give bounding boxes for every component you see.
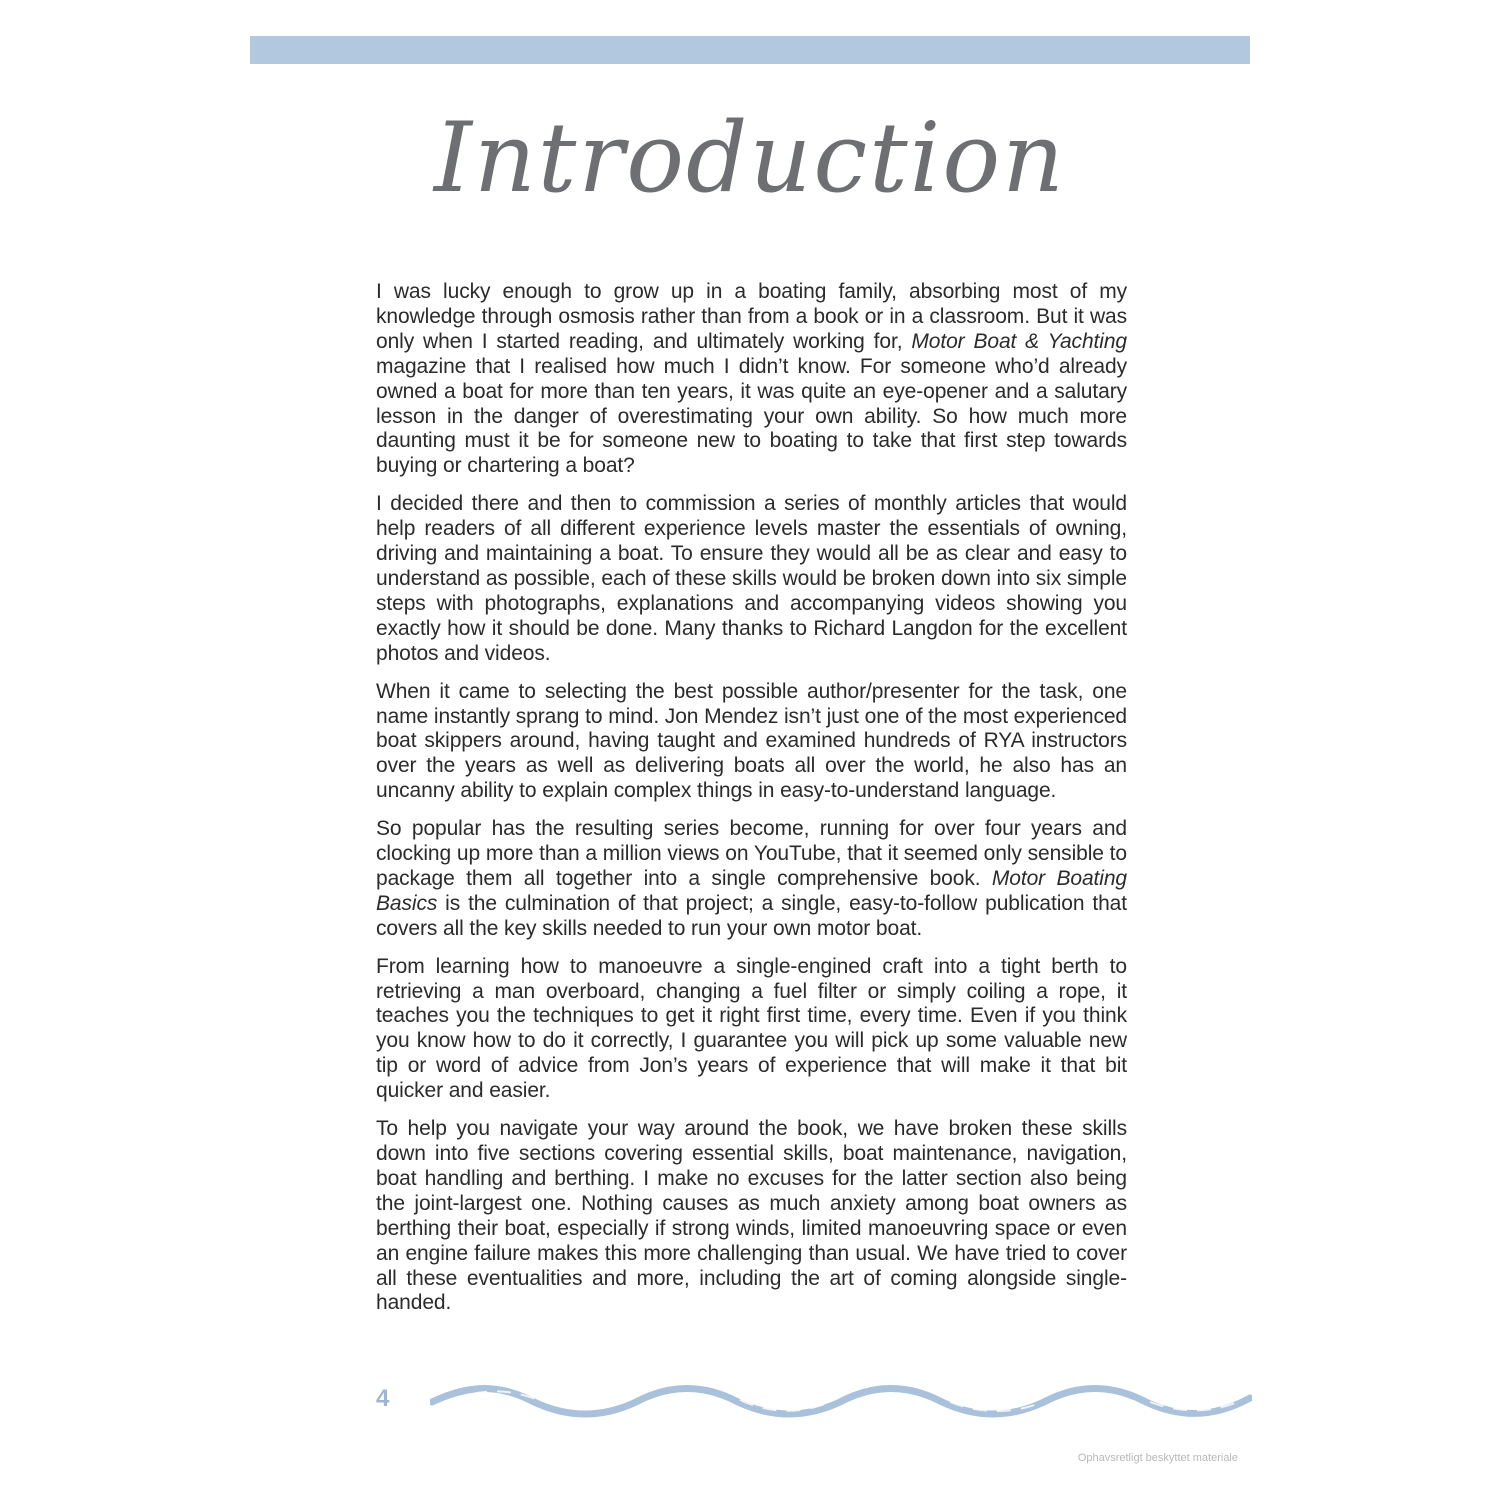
paragraph-1-part-c: magazine that I realised how much I didn’t know. For someone who’d already owned a boat for more than ten years, it was quite an eye-opener and a salutary lesson in the danger of overestimating your own ability. So how much more daunting must it be for someone new to boating to take that first step towards buying or chartering a boat? bbox=[376, 354, 1127, 478]
paragraph-4-part-c: is the culmination of that project; a single, easy-to-follow publication that covers all the key skills needed to run your own motor boat. bbox=[376, 891, 1127, 940]
paragraph-2: I decided there and then to commission a series of monthly articles that would help readers of all different experience levels master the essentials of owning, driving and maintaining a boat. To ensure they would all be as clear and easy to understand as possible, each of these skills would be broken down into six simple steps with photographs, explanations and accompanying videos showing you exactly how it should be done. Many thanks to Richard Langdon for the excellent photos and videos. bbox=[376, 492, 1127, 665]
paragraph-5: From learning how to manoeuvre a single-engined craft into a tight berth to retrieving a man overboard, changing a fuel filter or simply coiling a rope, it teaches you the techniques to get it right first time, every time. Even if you think you know how to do it correctly, I guarantee you will pick up some valuable new tip or word of advice from Jon’s years of experience that will make it that bit quicker and easier. bbox=[376, 954, 1127, 1103]
page-title: Introduction bbox=[434, 102, 1066, 214]
header-color-bar bbox=[250, 36, 1250, 64]
paragraph-1-part-a: I was lucky enough to grow up in a boating family, absorbing most of my knowledge through osmosis rather than from a book or in a classroom. But it was only when I started reading, and ultimately working for, bbox=[376, 280, 1127, 353]
paragraph-1 bbox=[376, 280, 1127, 479]
paragraph-6: To help you navigate your way around the book, we have broken these skills down into five sections covering essential skills, boat maintenance, navigation, boat handling and berthing. I make no excuses for the latter section also being the joint-largest one. Nothing causes as much anxiety among boat owners as berthing their boat, especially if strong winds, limited manoeuvring space or even an engine failure makes this more challenging than usual. We have tried to cover all these eventualities and more, including the art of coming alongside single-handed. bbox=[376, 1117, 1127, 1315]
paragraph-4-part-a: So popular has the resulting series become, running for over four years and clocking up more than a million views on YouTube, that it seemed only sensible to package them all together into a single comprehensive book. bbox=[376, 817, 1127, 890]
magazine-title: Motor Boat & Yachting bbox=[911, 329, 1127, 353]
body-text bbox=[376, 280, 1127, 1329]
paragraph-3: When it came to selecting the best possible author/presenter for the task, one name instantly sprang to mind. Jon Mendez isn’t just one of the most experienced boat skippers around, having taught and examined hundreds of RYA instructors over the years as well as delivering boats all over the world, he also has an uncanny ability to explain complex things in easy-to-understand language. bbox=[376, 679, 1127, 803]
wave-divider-icon bbox=[430, 1380, 1252, 1420]
copyright-notice: Ophavsretligt beskyttet materiale bbox=[1077, 1452, 1238, 1464]
page-number: 4 bbox=[376, 1385, 390, 1412]
book-title: Motor Boating Basics bbox=[376, 866, 1127, 915]
paragraph-4 bbox=[376, 817, 1127, 942]
